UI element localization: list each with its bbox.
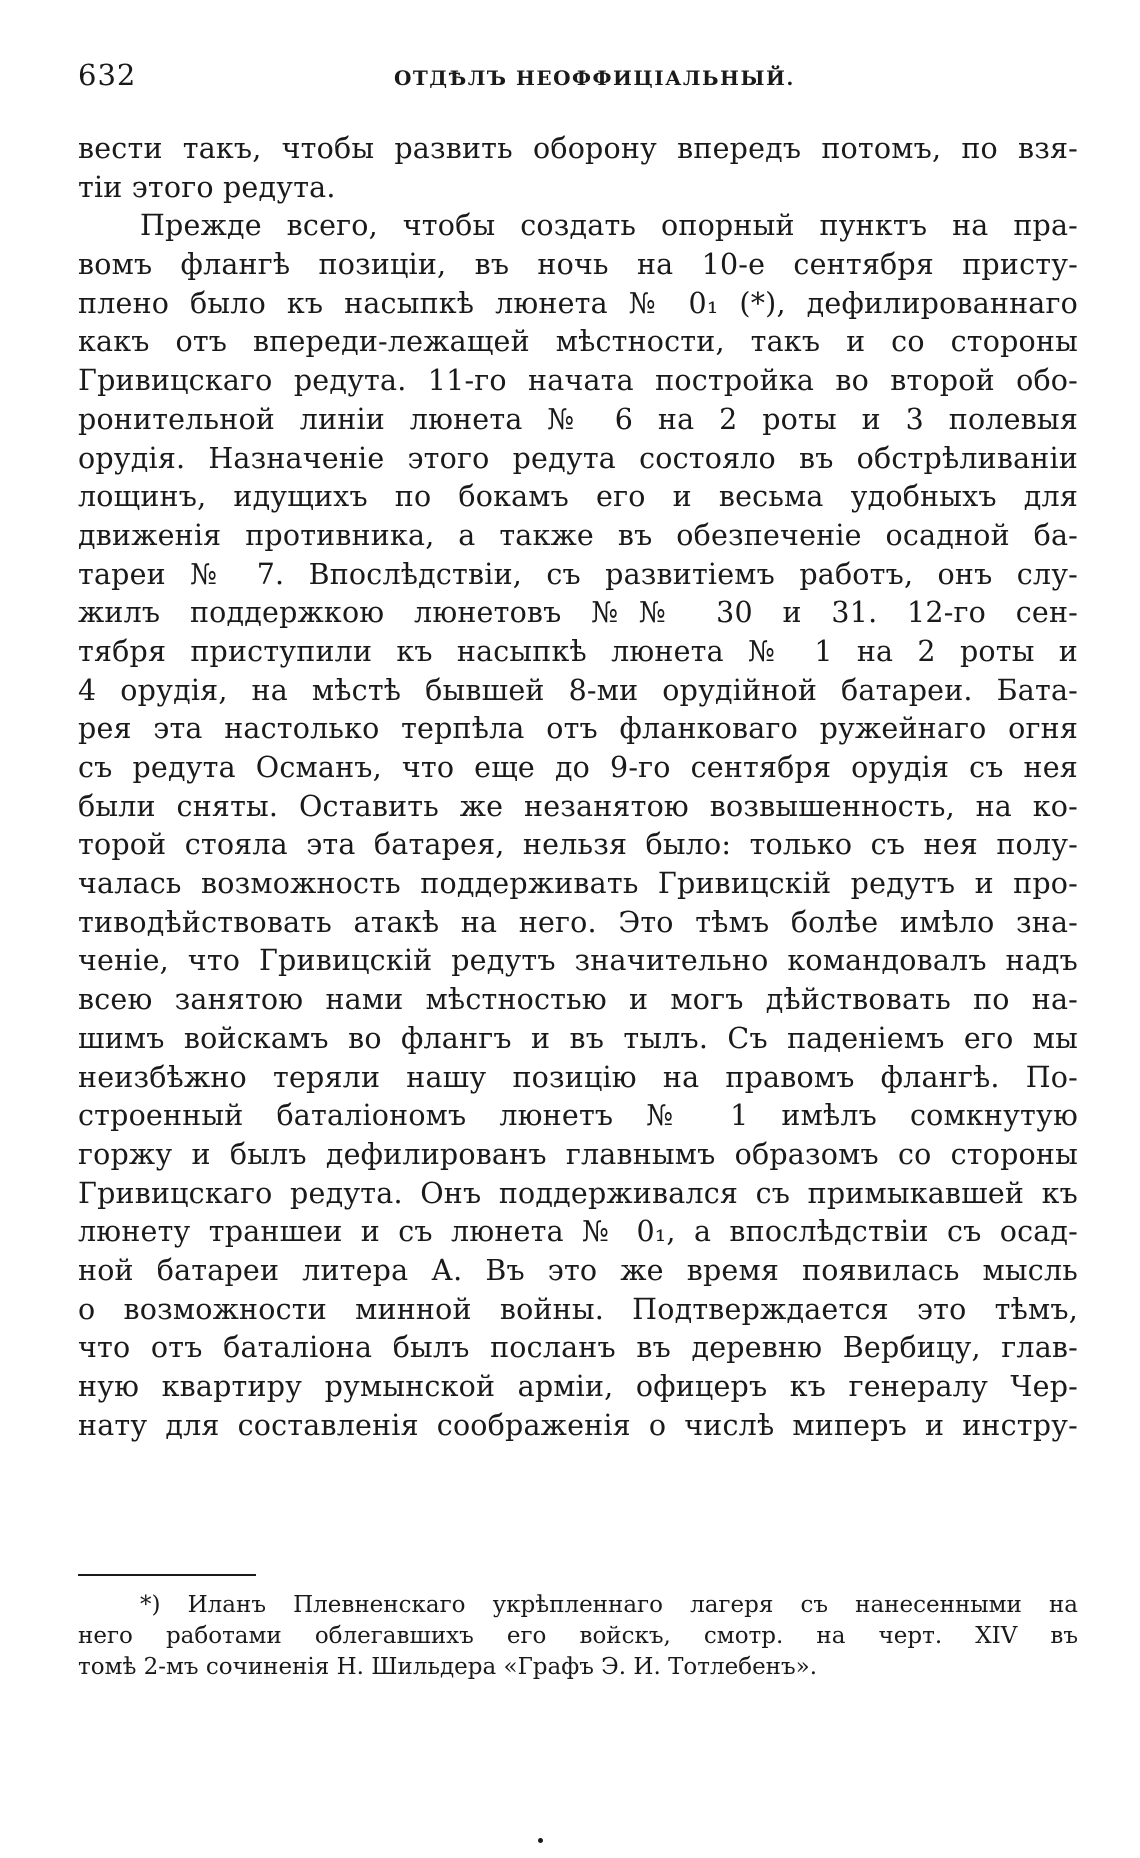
text-line: орудія. Назначеніе этого редута состояло въ обстрѣливаніи [78,441,1078,475]
footnote-line: томѣ 2-мъ сочиненія Н. Шильдера «Графъ Э. И. Тотлебенъ». [78,1654,818,1680]
text-line: 4 орудія, на мѣстѣ бывшей 8-ми орудійной батареи. Бата- [78,673,1078,707]
footnote-line: *) Иланъ Плевненскаго укрѣпленнаго лагеря съ нанесенными на [140,1592,1078,1618]
text-line: тареи № 7. Впослѣдствіи, съ развитіемъ работъ, онъ слу- [78,557,1078,591]
text-line: нату для составленія соображенія о числѣ миперъ и инстру- [78,1408,1078,1442]
text-line: люнету траншеи и съ люнета № 0₁, а впослѣдствіи съ осад- [78,1215,1078,1249]
text-line: ной батареи литера А. Въ это же время появилась мысль [78,1253,1078,1287]
footnote [78,1590,1078,1683]
text-line: Прежде всего, чтобы создать опорный пунктъ на пра- [140,209,1078,243]
text-line: были сняты. Оставить же незанятою возвышенность, на ко- [78,789,1078,823]
text-line: рея эта настолько терпѣла отъ фланковаго ружейнаго огня [78,712,1078,746]
text-line: тиводѣйствовать атакѣ на него. Это тѣмъ болѣе имѣло зна- [78,905,1078,939]
text-line: вести такъ, чтобы развить оборону впередъ потомъ, по взя- [78,132,1078,165]
text-line: ную квартиру румынской арміи, офицеръ къ генералу Чер- [78,1370,1078,1403]
footnote-line: него работами облегавшихъ его войскъ, смотр. на черт. XIV въ [78,1623,1078,1649]
text-line: какъ отъ впереди-лежащей мѣстности, такъ и со стороны [78,325,1078,359]
text-line: тября приступили къ насыпкѣ люнета № 1 на 2 роты и [78,634,1078,668]
text-line: шимъ войскамъ во флангъ и въ тылъ. Съ паденіемъ его мы [78,1021,1078,1055]
main-text [78,130,1078,1445]
text-line: торой стояла эта батарея, нельзя было: только съ нея полу- [78,828,1078,862]
page-number: 632 [78,58,137,92]
text-line: плено было къ насыпкѣ люнета № 0₁ (*), дефилированнаго [78,286,1078,320]
page-header [78,58,1078,98]
text-line: ченіе, что Гривицскій редутъ значительно командовалъ надъ [78,944,1078,978]
text-line: жилъ поддержкою люнетовъ №№ 30 и 31. 12-го сен- [78,596,1078,630]
text-line: чалась возможность поддерживать Гривицскій редутъ и про- [78,867,1078,901]
text-line: всею занятою нами мѣстностью и могъ дѣйствовать по на- [78,983,1078,1017]
footnote-divider [78,1574,256,1576]
text-line: лощинъ, идущихъ по бокамъ его и весьма удобныхъ для [78,480,1078,514]
text-line: Гривицскаго редута. Онъ поддерживался съ примыкавшей къ [78,1176,1078,1210]
text-line: тіи этого редута. [78,170,336,204]
text-line: движенія противника, а также въ обезпеченіе осадной ба- [78,518,1078,552]
text-line: о возможности минной войны. Подтверждается это тѣмъ, [78,1292,1078,1326]
text-line: что отъ баталіона былъ посланъ въ деревню Вербицу, глав- [78,1331,1078,1365]
text-line: строенный баталіономъ люнетъ № 1 имѣлъ сомкнутую [78,1099,1078,1133]
text-line: горжу и былъ дефилированъ главнымъ образомъ со стороны [78,1137,1078,1171]
text-line: вомъ флангѣ позиціи, въ ночь на 10-е сентября присту- [78,248,1078,282]
text-line: съ редута Османъ, что еще до 9-го сентября орудія съ нея [78,751,1078,784]
running-head: ОТДѢЛЪ НЕОФФИЦІАЛЬНЫЙ. [394,66,795,90]
print-speck [538,1838,543,1843]
text-line: Гривицскаго редута. 11-го начата постройка во второй обо- [78,364,1078,398]
text-line: ронительной линіи люнета № 6 на 2 роты и 3 полевыя [78,402,1078,436]
text-line: неизбѣжно теряли нашу позицію на правомъ флангѣ. По- [78,1060,1078,1094]
